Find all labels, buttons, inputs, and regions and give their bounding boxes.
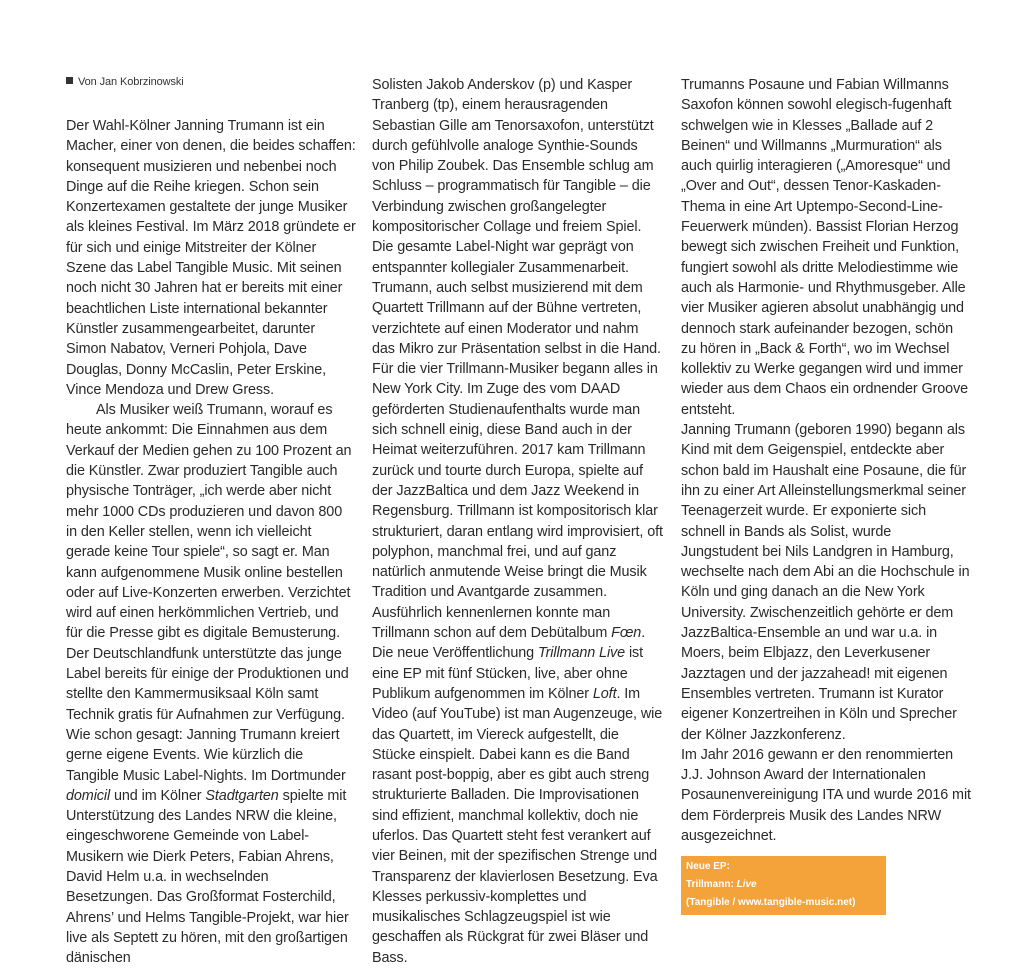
venue-name: domicil (66, 787, 111, 804)
release-info-heading: Neue EP: (686, 861, 730, 872)
release-info-title: Trillmann: Live (686, 879, 757, 890)
paragraph: Trumanns Posaune und Fabian Willmanns Saxofon können sowohl elegisch-fugenhaft schwelgen wie in Klesses „Ballade auf 2 Beinen“ und Willmanns „Murmuration“ als auch quirlig interagieren („Amoresque“ und „Over and Out“, dessen Tenor-Kaskaden-Thema in eine Art Uptempo-Second-Line-Feuerwerk münden). Bassist Florian Herzog bewegt sich zwischen Freiheit und Funktion, fungiert sowohl als dritte Melodiestimme wie auch als Harmonie- und Rhythmusgeber. Alle vier Musiker agieren absolut unabhängig und dennoch stark aufeinander bezogen, schön zu hören in „Back & Forth“, wo im Wechsel kollektiv zu Werke gegangen wird und immer wieder aus dem Chaos ein ordnender Groove entsteht. (681, 77, 969, 418)
author-byline: Von Jan Kobrzinowski (66, 75, 356, 89)
paragraph: Der Wahl-Kölner Janning Trumann ist ein Macher, einer von denen, die beides schaffen: konsequent musizieren und nebenbei noch Dinge auf die Reihe kriegen. Schon sein Konzertexamen gestaltete der junge Musiker als kleines Festival. Im März 2018 gründete er für sich und einige Mitstreiter der Kölner Szene das Label Tangible Music. Mit seinen noch nicht 30 Jahren hat er bereits mit einer beachtlichen Liste international bekannter Künstler zusammengearbeitet, darunter Simon Nabatov, Verneri Pohjola, Dave Douglas, Donny McCaslin, Peter Erskine, Vince Mendoza und Drew Gress. (66, 118, 356, 398)
paragraph: Solisten Jakob Anderskov (p) und Kasper Tranberg (tp), einem herausragenden Sebastian Gille am Tenorsaxofon, unterstützt durch gefühlvolle analoge Synthie-Sounds von Philip Zoubek. Das Ensemble schlug am Schluss – programmatisch für Tangible – die Verbindung zwischen großangelegter kompositorischer Collage und freiem Spiel. Die gesamte Label-Night war geprägt von entspannter kollegialer Zusammenarbeit. Trumann, auch selbst musizierend mit dem Quartett Trillmann auf der Bühne vertreten, verzichtete auf einen Moderator und nahm das Mikro zur Präsentation selbst in die Hand. (372, 77, 661, 357)
venue-name: Loft (592, 685, 617, 702)
paragraph: Für die vier Trillmann-Musiker begann alles in New York City. Im Zuge des vom DAAD geförderten Studienaufenthalts wurde man sich schnell einig, diese Band auch in der Heimat weiterzuführen. 2017 kam Trillmann zurück und tourte durch Europa, spielte auf der JazzBaltica und dem Jazz Weekend in Regensburg. Trillmann ist kompositorisch klar strukturiert, daran entlang wird improvisiert, oft polyphon, manchmal frei, und auf ganz natürlich anmutende Weise bringt die Musik Tradition und Avantgarde zusammen. Ausführlich kennenlernen konnte man Trillmann schon auf dem Debütalbum Fœn. Die neue Veröffentlichung Trillmann Live ist eine EP mit fünf Stücken, live, aber ohne Publikum aufgenommen im Kölner Loft. Im Video (auf YouTube) ist man Augenzeuge, wie das Quartett, im Viereck aufgestellt, die Stücke einspielt. Dabei kann es die Band rasant post-boppig, aber es gibt auch streng strukturierte Balladen. Die Improvisationen sind effizient, manchmal kollektiv, doch nie uferlos. Das Quartett steht fest verankert auf vier Beinen, mit der spezifischen Strenge und Transparenz der klavierlosen Besetzung. Eva Klesses perkussiv-komplettes und musikalisches Schlagzeugspiel ist wie geschaffen als Rückgrat für zwei Bläser und Bass. (372, 361, 663, 966)
column-1 (66, 75, 356, 968)
release-info-box (681, 856, 886, 915)
column-2 (372, 75, 664, 968)
paragraph: Als Musiker weiß Trumann, worauf es heute ankommt: Die Einnahmen aus dem Verkauf der Medien gehen zu 100 Prozent an die Künstler. Zwar produziert Tangible auch physische Tonträger, „ich werde aber nicht mehr 1000 CDs produzieren und davon 800 in den Keller stellen, wenn ich vielleicht gerade keine Tour spiele“, so sagt er. Man kann aufgenommene Musik online bestellen oder auf Live-Konzerten erwerben. Verzichtet wird auf einen herkömmlichen Vertrieb, und für die Presse gibt es digitale Bemusterung. Der Deutschlandfunk unterstützte das junge Label bereits für einige der Produktionen und stellte den Kammermusiksaal Köln samt Technik gratis für Aufnahmen zur Verfügung. Wie schon gesagt: Janning Trumann kreiert gerne eigene Events. Wie kürzlich die Tangible Music Label-Nights. Im Dortmunder domicil und im Kölner Stadtgarten spielte mit Unterstützung des Landes NRW die kleine, eingeschworene Gemeinde von Label-Musikern wie Dierk Peters, Fabian Ahrens, David Helm u.a. in wechselnden Besetzungen. Das Großformat Fosterchild, Ahrens’ und Helms Tangible-Projekt, war hier live als Septett zu hören, mit den großartigen dänischen (66, 402, 352, 967)
album-title: Trillmann Live (537, 645, 626, 662)
album-title: Fœn (611, 625, 642, 642)
paragraph: Janning Trumann (geboren 1990) begann als Kind mit dem Geigenspiel, entdeckte aber schon bald im Haushalt eine Posaune, die für ihn zu einer Art Alleinstellungsmerkmal seiner Teenagerzeit wurde. Er exponierte sich schnell in Bands als Solist, wurde Jungstudent bei Nils Landgren in Hamburg, wechselte nach dem Abi an die Hochschule in Köln und ging danach an die New York University. Zwischenzeitlich gehörte er dem JazzBaltica-Ensemble an und war u.a. in Moers, beim Elbjazz, den Leverkusener Jazztagen und der jazzahead! mit eigenen Ensembles vertreten. Trumann ist Kurator eigener Konzertreihen in Köln und Sprecher der Kölner Jazzkonferenz. (681, 422, 970, 743)
venue-name: Stadtgarten (205, 787, 279, 804)
release-info-label: (Tangible / www.tangible-music.net) (686, 897, 856, 908)
square-bullet-icon (66, 77, 73, 84)
column-3 (681, 75, 971, 846)
paragraph: Im Jahr 2016 gewann er den renommierten J.J. Johnson Award der Internationalen Posaunenvereinigung ITA und wurde 2016 mit dem Förderpreis Musik des Landes NRW ausgezeichnet. (681, 746, 971, 844)
